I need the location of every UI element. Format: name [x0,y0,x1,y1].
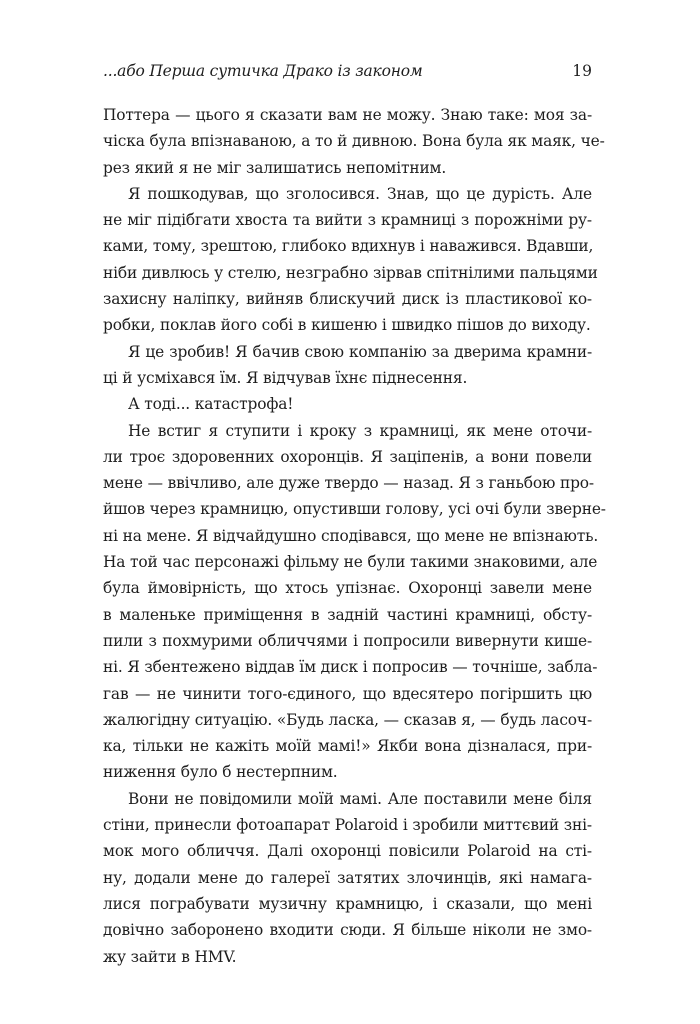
text-line: Я це зробив! Я бачив свою компанію за дверима крамни- [128,342,592,361]
running-title: ...або Перша сутичка Драко із законом [103,62,423,80]
text-line: ніби дивлюсь у стелю, незграбно зірвав спітнілими пальцями [103,263,598,282]
page-number: 19 [572,62,592,80]
text-line: чіска була впізнаваною, а то й дивною. Вона була як маяк, че- [103,132,605,151]
text-line: Поттера — цього я сказати вам не можу. Знаю таке: моя за- [103,106,592,124]
text-line: ка, тільки не кажіть моїй мамі!» Якби вона дізналася, при- [103,737,592,756]
text-line: робки, поклав його собі в кишеню і швидко пішов до виходу. [103,316,591,335]
text-line: рез який я не міг залишатись непомітним. [103,158,447,177]
text-line: гав — не чинити того-єдиного, що вдесятеро погіршить цю [103,684,592,703]
text-line: ниження було б нестерпним. [103,763,338,782]
text-line: йшов через крамницю, опустивши голову, усі очі були зверне- [103,500,606,519]
text-line: пили з похмурими обличчями і попросили вивернути кише- [103,631,592,650]
text-line: жу зайти в HMV. [103,947,237,966]
text-line: А тоді... катастрофа! [128,395,294,414]
body-text [103,102,606,970]
text-line: ні. Я збентежено віддав їм диск і попросив — точніше, забла- [103,658,598,677]
text-line: ні на мене. Я відчайдушно сподівався, що мене не впізнають. [103,526,599,545]
text-line: довічно заборонено входити сюди. Я більше ніколи не змо- [103,921,592,940]
text-line: ці й усміхався їм. Я відчував їхнє піднесення. [103,368,468,387]
text-line: стіни, принесли фотоапарат Polaroid і зробили миттєвий зні- [103,816,592,835]
text-line: в маленьке приміщення в задній частині крамниці, обсту- [103,605,592,624]
text-line: була ймовірність, що хтось упізнає. Охоронці завели мене [103,579,592,598]
text-line: ли троє здоровенних охоронців. Я заціпенів, а вони повели [103,447,592,466]
text-line: жалюгідну ситуацію. «Будь ласка, — сказав я, — будь ласоч- [103,710,592,729]
text-line: На той час персонажі фільму не були такими знаковими, але [103,553,598,572]
text-line: мене — ввічливо, але дуже твердо — назад. Я з ганьбою про- [103,474,594,493]
text-line: ну, додали мене до галереї затятих злочинців, які намага- [103,868,592,887]
text-line: мок мого обличчя. Далі охоронці повісили Polaroid на сті- [103,842,592,861]
text-line: ками, тому, зрештою, глибоко вдихнув і наважився. Вдавши, [103,237,594,256]
text-line: захисну наліпку, вийняв блискучий диск із пластикової ко- [103,290,592,309]
text-line: Вони не повідомили моїй мамі. Але поставили мене біля [128,789,592,808]
running-header [103,60,592,82]
text-line: не міг підібгати хвоста та вийти з крамниці з порожніми ру- [103,211,592,230]
text-line: Не встиг я ступити і кроку з крамниці, як мене оточи- [128,421,592,440]
text-line: лися пограбувати музичну крамницю, і сказали, що мені [103,894,592,913]
text-line: Я пошкодував, що зголосився. Знав, що це дурість. Але [128,184,592,203]
